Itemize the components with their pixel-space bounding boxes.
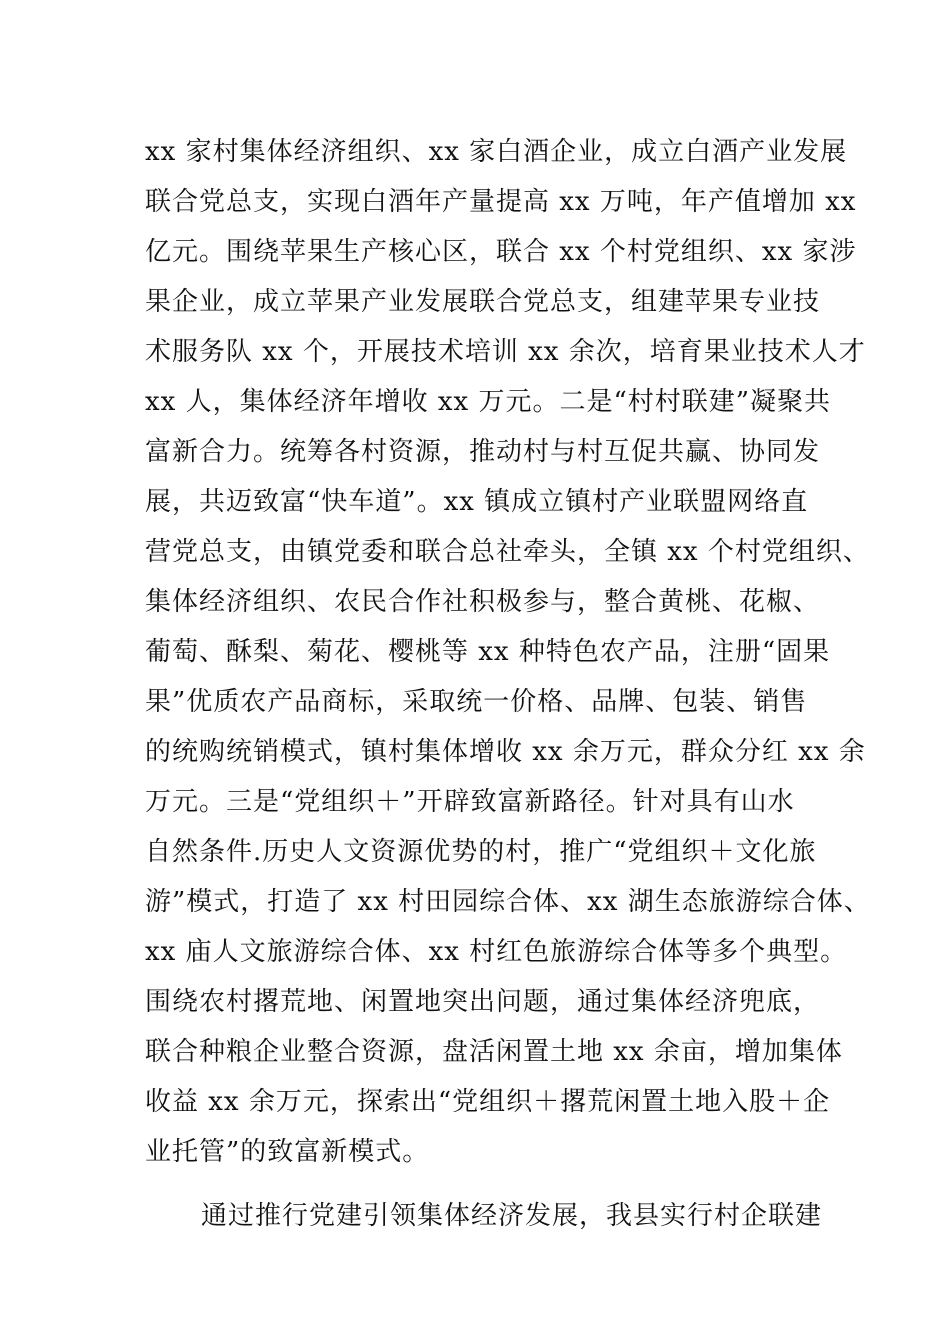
text-line: 联合党总支，实现白酒年产量提高 xx 万吨，年产值增加 xx xyxy=(145,187,857,217)
text-line: 果”优质农产品商标，采取统一价格、品牌、包装、销售 xyxy=(145,687,808,717)
text-line: 游”模式，打造了 xx 村田园综合体、xx 湖生态旅游综合体、 xyxy=(145,887,871,917)
paragraph-2 xyxy=(145,1191,835,1241)
text-line: 集体经济组织、农民合作社积极参与，整合黄桃、花椒、 xyxy=(145,587,821,617)
text-line: 的统购统销模式，镇村集体增收 xx 余万元，群众分红 xx 余 xyxy=(145,737,866,767)
text-line: 万元。三是“党组织＋”开辟致富新路径。针对具有山水 xyxy=(145,787,795,817)
text-line: 业托管”的致富新模式。 xyxy=(145,1137,430,1167)
paragraph-1 xyxy=(145,127,871,1177)
paragraph-gap xyxy=(145,1177,835,1191)
text-line: 联合种粮企业整合资源，盘活闲置土地 xx 余亩，增加集体 xyxy=(145,1037,843,1067)
text-line: xx 人，集体经济年增收 xx 万元。二是“村村联建”凝聚共 xyxy=(145,387,832,417)
text-line: 自然条件.历史人文资源优势的村，推广“党组织＋文化旅 xyxy=(145,837,817,867)
text-line: xx 家村集体经济组织、xx 家白酒企业，成立白酒产业发展 xyxy=(145,137,848,167)
text-line: 富新合力。统筹各村资源，推动村与村互促共赢、协同发 xyxy=(145,437,821,467)
text-line: 收益 xx 余万元，探索出“党组织＋撂荒闲置土地入股＋企 xyxy=(145,1087,831,1117)
body-text xyxy=(145,127,871,1241)
text-line: xx 庙人文旅游综合体、xx 村红色旅游综合体等多个典型。 xyxy=(145,937,848,967)
text-line: 围绕农村撂荒地、闲置地突出问题，通过集体经济兜底， xyxy=(145,987,821,1017)
text-line: 术服务队 xx 个，开展技术培训 xx 余次，培育果业技术人才 xyxy=(145,337,866,367)
text-line: 葡萄、酥梨、菊花、樱桃等 xx 种特色农产品，注册“固果 xyxy=(145,637,831,667)
text-line: 亿元。围绕苹果生产核心区，联合 xx 个村党组织、xx 家涉 xyxy=(145,237,857,267)
text-line: 果企业，成立苹果产业发展联合党总支，组建苹果专业技 xyxy=(145,287,821,317)
text-line: 展，共迈致富“快车道”。xx 镇成立镇村产业联盟网络直 xyxy=(145,487,809,517)
text-line: 通过推行党建引领集体经济发展，我县实行村企联建 xyxy=(201,1201,823,1231)
text-line: 营党总支，由镇党委和联合总社牵头，全镇 xx 个村党组织、 xyxy=(145,537,870,567)
